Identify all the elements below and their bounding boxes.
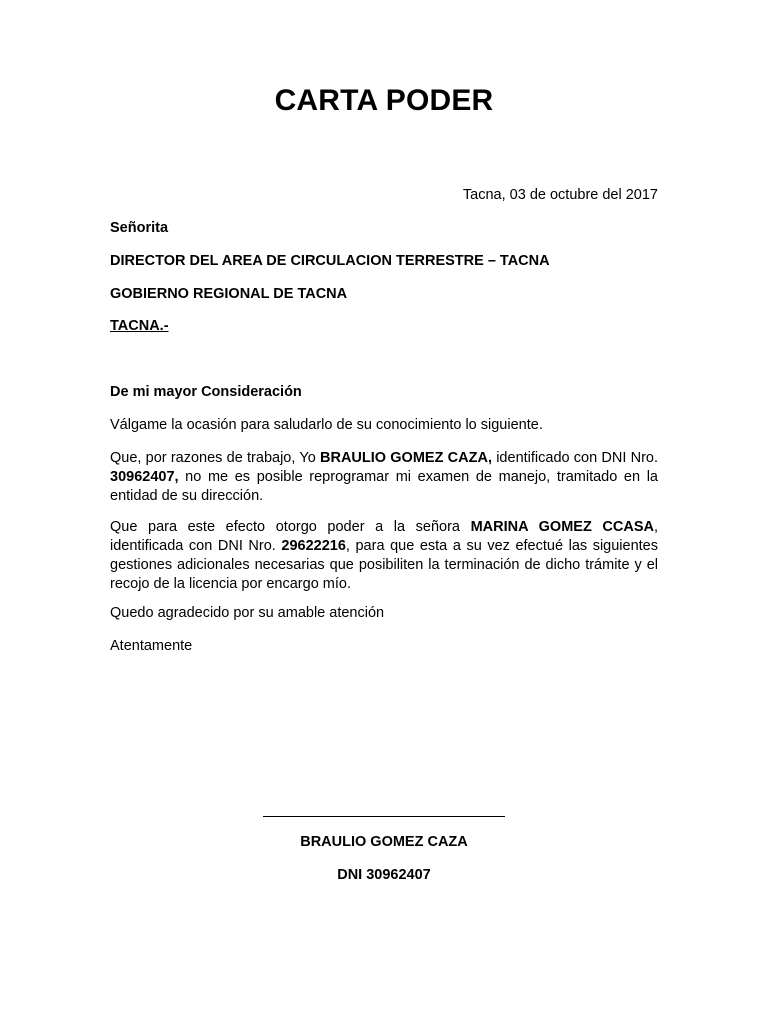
para-text: Que, por razones de trabajo, Yo bbox=[110, 450, 320, 466]
recipient-salutation: Señorita bbox=[110, 220, 169, 236]
para-text: no me es posible reprogramar mi examen de manejo, tramitado en la entidad de su dirección. bbox=[110, 469, 658, 504]
para-text: , identificada con DNI Nro. bbox=[110, 519, 658, 554]
recipient-city: TACNA.- bbox=[110, 318, 169, 334]
paragraph-intro: Válgame la ocasión para saludarlo de su conocimiento lo siguiente. bbox=[110, 417, 543, 433]
paragraph-power bbox=[110, 518, 658, 594]
grantee-dni: 29622216 bbox=[281, 538, 346, 554]
signature-dni: DNI 30962407 bbox=[337, 867, 431, 883]
recipient-title: DIRECTOR DEL AREA DE CIRCULACION TERRESTRE – TACNA bbox=[110, 253, 550, 269]
document-title: CARTA PODER bbox=[274, 84, 494, 117]
paragraph-thanks: Quedo agradecido por su amable atención bbox=[110, 605, 385, 621]
greeting: De mi mayor Consideración bbox=[110, 384, 302, 400]
recipient-organization: GOBIERNO REGIONAL DE TACNA bbox=[110, 286, 348, 302]
closing: Atentamente bbox=[110, 638, 193, 654]
grantor-name: BRAULIO GOMEZ CAZA, bbox=[320, 450, 492, 466]
grantee-name: MARINA GOMEZ CCASA bbox=[470, 519, 654, 535]
date-line: Tacna, 03 de octubre del 2017 bbox=[462, 187, 658, 203]
grantor-dni: 30962407, bbox=[110, 469, 179, 485]
signature-name: BRAULIO GOMEZ CAZA bbox=[300, 834, 468, 850]
signature-line bbox=[263, 816, 505, 817]
para-text: identificado con DNI Nro. bbox=[491, 450, 659, 466]
para-text: , para que esta a su vez efectué las siguientes gestiones adicionales necesarias que posibiliten la terminación de dicho trámite y el recojo de la licencia por encargo mío. bbox=[110, 538, 658, 592]
para-text: Que para este efecto otorgo poder a la señora bbox=[110, 519, 471, 535]
paragraph-reason bbox=[110, 449, 658, 506]
